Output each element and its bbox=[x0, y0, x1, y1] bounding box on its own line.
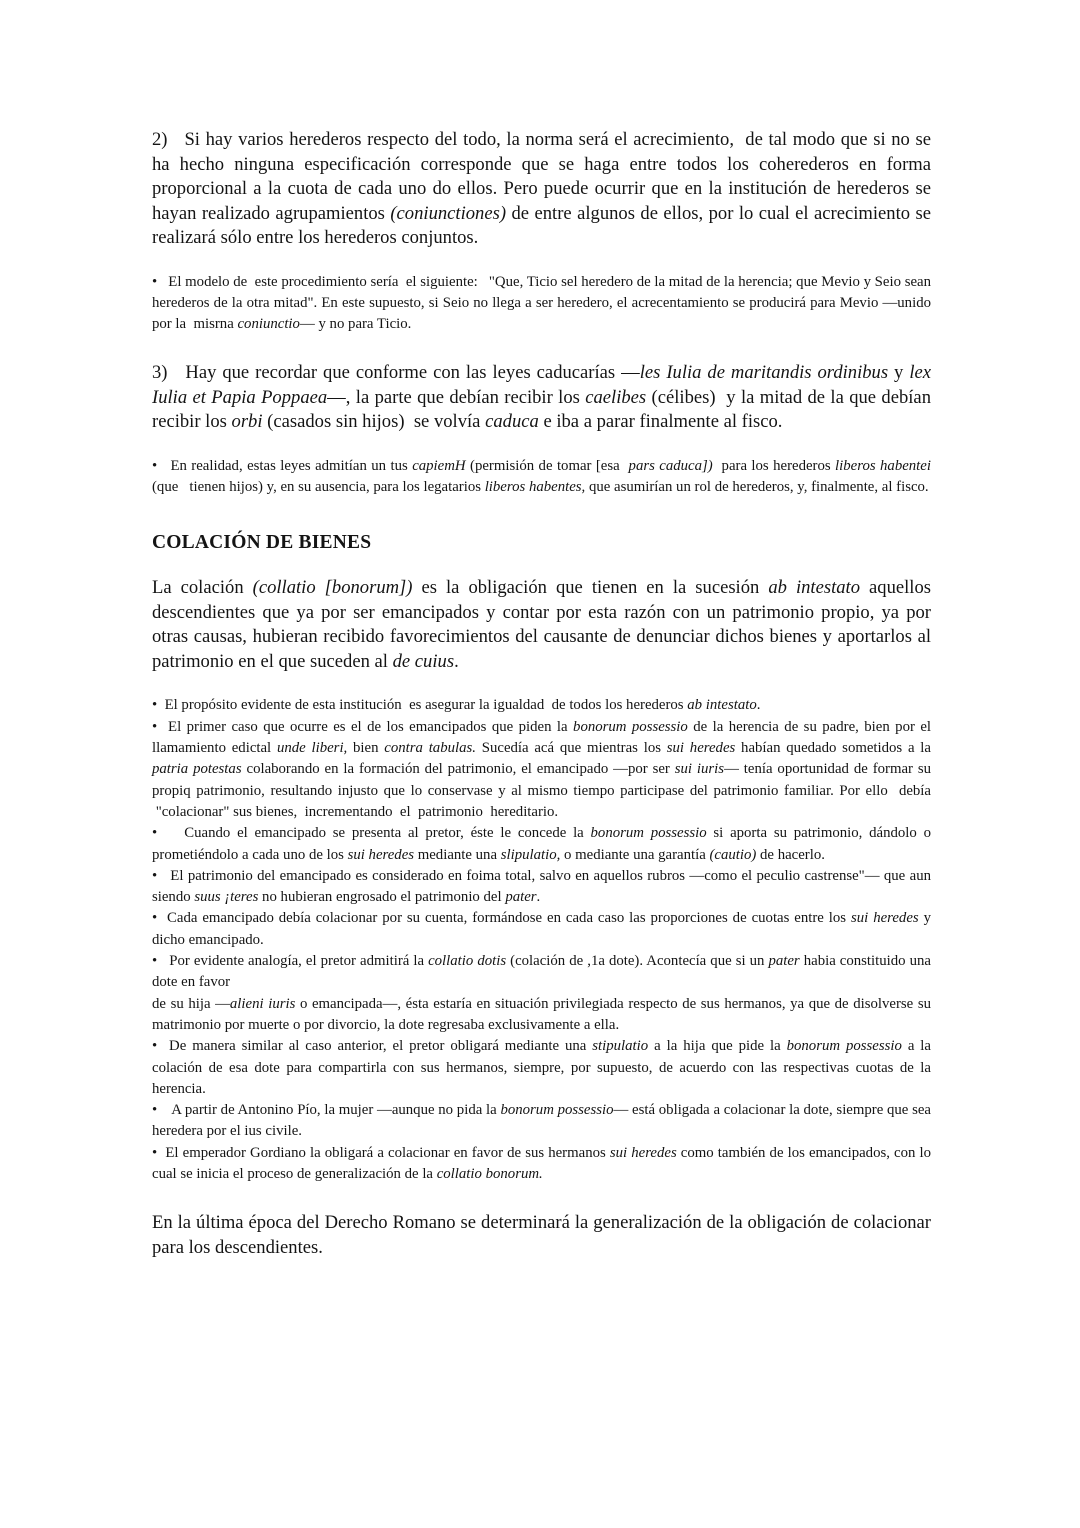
italic-text-run: caelibes bbox=[585, 386, 647, 408]
italic-text-run: bonorum possessio bbox=[590, 825, 707, 842]
italic-text-run: (coniunctiones) bbox=[390, 202, 507, 224]
italic-text-run: sui heredes bbox=[851, 910, 919, 927]
italic-text-run: sui iuris bbox=[674, 761, 725, 778]
italic-text-run: liberos habentei bbox=[835, 457, 931, 474]
italic-text-run: lex Iulia et Papia Poppaea bbox=[152, 362, 931, 408]
italic-text-run: sui heredes bbox=[347, 846, 415, 863]
italic-text-run: pars caduca]) bbox=[628, 457, 713, 474]
note-antonino-pio: • A partir de Antonino Pío, la mujer —aunque no pida la bonorum possessio— está obligada a colacionar la dote, siempre que sea heredera por el ius civile. bbox=[152, 1102, 931, 1140]
italic-text-run: caduca bbox=[485, 411, 539, 433]
note-patrimonio-considerado: • El patrimonio del emancipado es considerado en foima total, salvo en aquellos rubros —como el peculio castrense"— que aun siendo suus ¡teres no hubieran engrosado el patrimonio del pater. bbox=[152, 867, 931, 906]
italic-text-run: (cautio) bbox=[709, 846, 757, 863]
note-collatio-dotis: • Por evidente analogía, el pretor admitirá la collatio dotis (colación de ,1a dote). Acontecía que si un pater habia constituido una dote en favor de su hija —alieni iuris o emancipada—, ésta estaría en situación privilegiada respecto de sus hermanos, ya que de disolverse su matrimonio por muerte o por divorcio, la dote regresaba exclusivamente a ella. bbox=[152, 953, 931, 1033]
italic-text-run: stipulatio bbox=[592, 1038, 649, 1055]
italic-text-run: bonorum possessio bbox=[500, 1102, 614, 1119]
italic-text-run: collatio bonorum. bbox=[436, 1166, 543, 1183]
document-content bbox=[152, 128, 931, 1260]
italic-text-run: capiemH bbox=[412, 457, 466, 474]
italic-text-run: ab intestato bbox=[687, 697, 757, 714]
italic-text-run: liberos habentes, bbox=[484, 479, 586, 496]
paragraph-final-ultima-epoca: En la última época del Derecho Romano se determinará la generalización de la obligación de colacionar para los descendientes. bbox=[152, 1212, 931, 1258]
italic-text-run: (collatio [bonorum]) bbox=[252, 577, 413, 599]
italic-text-run: les Iulia de maritandis ordinibus bbox=[639, 362, 889, 384]
note-gordiano: • El emperador Gordiano la obligará a colacionar en favor de sus hermanos sui heredes como también de los emancipados, con lo cual se inicia el proceso de generalización de la collatio bonorum. bbox=[152, 1144, 932, 1183]
italic-text-run: pater bbox=[768, 953, 800, 970]
paragraph-3-leyes-caducarias: 3) Hay que recordar que conforme con las leyes caducarías —les Iulia de maritandis ordinibus y lex Iulia et Papia Poppaea—, la parte que debían recibir los caelibes (célibes) y la mitad de la que debían recibir los orbi (casados sin hijos) se volvía caduca e iba a parar finalmente al fisco. bbox=[152, 362, 931, 433]
note-cada-emancipado: • Cada emancipado debía colacionar por su cuenta, formándose en cada caso las proporciones de cuotas entre los sui heredes y dicho emancipado. bbox=[152, 910, 931, 948]
note-pretor-concede: • Cuando el emancipado se presenta al pretor, éste le concede la bonorum possessio si aporta su patrimonio, dándolo o prometiéndolo a cada uno de los sui heredes mediante una slipulatio, o mediante una garantía (cautio) de hacerlo. bbox=[152, 825, 931, 863]
paragraph-la-colacion: La colación (collatio [bonorum]) es la obligación que tienen en la sucesión ab intestato aquellos descendientes que ya por ser emancipados y contar por esta razón con un patrimonio propio, ya por otras causas, hubieran recibido favorecimientos del causante de denunciar dichos bienes y aportarlos al patrimonio en el que suceden al de cuius. bbox=[152, 577, 931, 672]
note-modelo-procedimiento: • El modelo de este procedimiento sería el siguiente: "Que, Ticio sel heredero de la mitad de la herencia; que Mevio y Seio sean herederos de la otra mitad". En este supuesto, si Seio no llega a ser heredero, el acrecentamiento se producirá para Mevio —unido por la misrna coniunctio— y no para Ticio. bbox=[152, 273, 931, 333]
note-primer-caso: • El primer caso que ocurre es el de los emancipados que piden la bonorum possessio de la herencia de su padre, bien por el llamamiento edictal unde liberi, bien contra tabulas. Sucedía acá que mientras los sui heredes habían quedado sometidos a la patria potestas colaborando en la formación del patrimonio, el emancipado —por ser sui iuris— tenía oportunidad de formar su propiq patrimonio, resultando injusto que lo conservase y al mismo tiempo participase del patrimonio familiar. Por ello debía "colacionar" sus bienes, incrementando el patrimonio hereditario. bbox=[152, 718, 932, 820]
italic-text-run: unde liberi, bbox=[276, 740, 348, 757]
italic-text-run: pater bbox=[505, 889, 537, 906]
italic-text-run: de cuius bbox=[392, 650, 455, 672]
italic-text-run: bonorum possessio bbox=[573, 718, 688, 735]
italic-text-run: sui heredes bbox=[609, 1144, 677, 1161]
italic-text-run: alieni iuris bbox=[229, 995, 296, 1012]
italic-text-run: collatio dotis bbox=[428, 953, 507, 970]
italic-text-run: patria potestas bbox=[152, 761, 242, 778]
italic-text-run: contra tabulas. bbox=[384, 740, 476, 757]
italic-text-run: suus ¡teres bbox=[194, 889, 259, 906]
italic-text-run: sui heredes bbox=[666, 740, 736, 757]
italic-text-run: coniunctio bbox=[237, 316, 300, 333]
italic-text-run: orbi bbox=[231, 411, 263, 433]
note-stipulatio-hija: • De manera similar al caso anterior, el pretor obligará mediante una stipulatio a la hija que pide la bonorum possessio a la colación de esa dote para compartirla con sus hermanos, siempre, por supuesto, de acuerdo con las respectivas cuotas de la herencia. bbox=[152, 1038, 931, 1097]
section-heading-colacion-de-bienes: COLACIÓN DE BIENES bbox=[152, 532, 372, 554]
paragraph-2-acrecimiento: 2) Si hay varios herederos respecto del todo, la norma será el acrecimiento, de tal modo que si no se ha hecho ninguna especificación corresponde que se haga entre todos los coherederos en forma proporcional a la cuota de cada uno do ellos. Pero puede ocurrir que en la institución de herederos se hayan realizado agrupamientos (coniunctiones) de entre algunos de ellos, por lo cual el acrecimiento se realizará sólo entre los herederos conjuntos. bbox=[152, 129, 932, 248]
note-proposito: • El propósito evidente de esta institución es asegurar la igualdad de todos los herederos ab intestato. bbox=[152, 697, 761, 714]
note-leyes-admitian: • En realidad, estas leyes admitían un tus capiemH (permisión de tomar [esa pars caduca]) para los herederos liberos habentei (que tienen hijos) y, en su ausencia, para los legatarios liberos habentes, que asumirían un rol de herederos, y, finalmente, al fisco. bbox=[152, 457, 931, 496]
italic-text-run: bonorum possessio bbox=[786, 1038, 902, 1055]
italic-text-run: ab intestato bbox=[768, 577, 861, 599]
italic-text-run: slipulatio, bbox=[500, 846, 561, 863]
